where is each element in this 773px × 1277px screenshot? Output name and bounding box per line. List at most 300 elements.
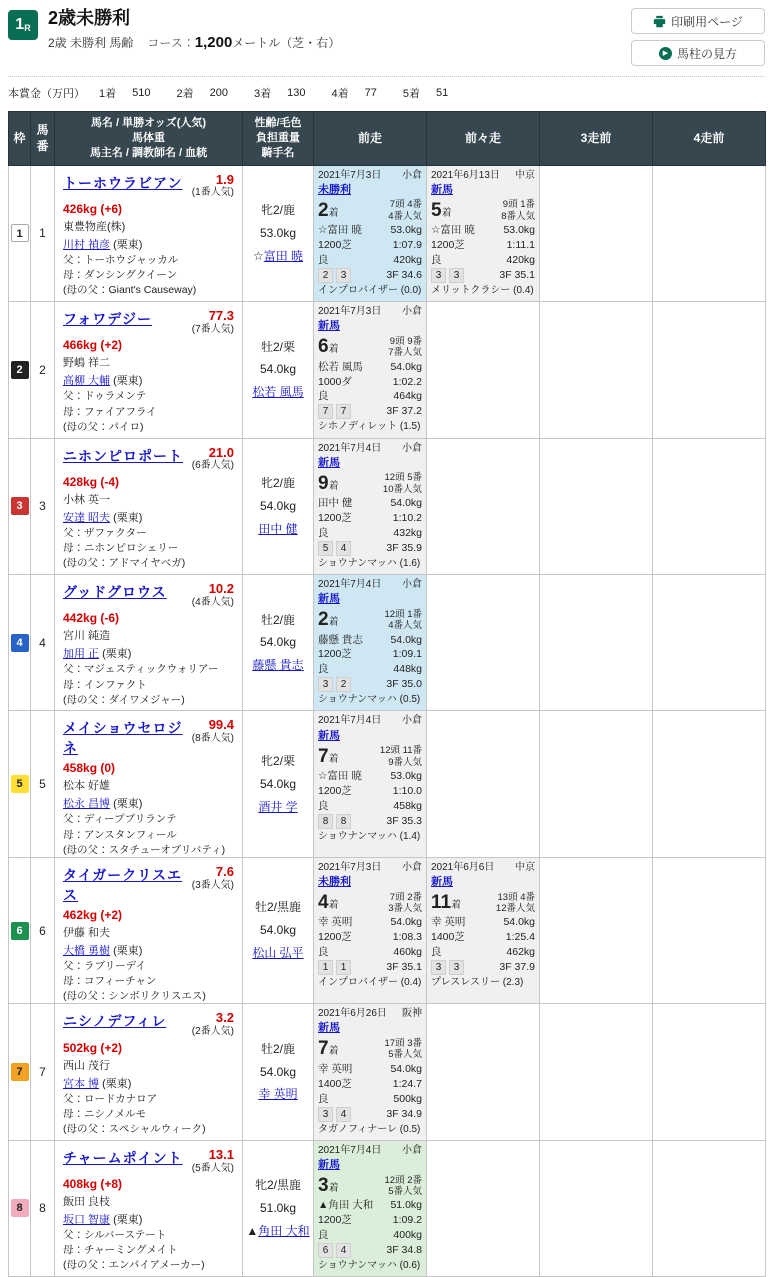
prize-money-row: [8, 77, 765, 111]
frame-cell: [9, 711, 31, 857]
finish-unit: 着: [328, 899, 339, 911]
race-class-link[interactable]: 新馬: [318, 729, 340, 742]
race-venue: 中京: [515, 169, 535, 181]
trainer-link[interactable]: 松永 昌博: [63, 798, 111, 811]
race-jockey: ☆富田 暁: [318, 224, 362, 237]
corner-position-2: 4: [336, 1243, 351, 1258]
race-venue: 阪神: [402, 1008, 422, 1020]
corner-position-1: 8: [318, 814, 333, 829]
race-cell-4ago: [653, 857, 766, 1003]
race-time: 1:09.2: [392, 1214, 422, 1227]
finish-position: 2: [318, 199, 329, 221]
race-date: 2021年6月6日: [431, 861, 495, 873]
race-jockey: 藤懸 貴志: [318, 633, 363, 646]
race-class-link[interactable]: 新馬: [318, 1022, 340, 1035]
race-carried-weight: 54.0kg: [390, 633, 422, 646]
carried-weight: 51.0kg: [259, 1201, 297, 1216]
finish-position: 11: [431, 891, 452, 913]
carried-weight: 54.0kg: [259, 362, 297, 377]
win-odds: 1.9: [215, 171, 234, 187]
prize-place: 5着: [402, 88, 420, 100]
body-weight: 408kg (+8): [63, 1177, 123, 1192]
jockey-link[interactable]: 松山 弘平: [252, 945, 304, 960]
prize-amount: 77: [364, 87, 377, 99]
jockey-mark: ▲: [246, 1223, 259, 1238]
arrow-circle-icon: ▶: [659, 47, 672, 60]
dam-name: 母：ダンシングクイーン: [63, 269, 178, 282]
profile-cell: [243, 1140, 314, 1276]
win-odds: 10.2: [208, 580, 234, 596]
sire-name: 父：マジェスティックウォリアー: [63, 663, 219, 676]
last-3f-time: 3F 35.1: [499, 268, 535, 281]
horse-info-cell: [55, 857, 243, 1003]
frame-cell: [9, 302, 31, 438]
race-date: 2021年7月4日: [318, 442, 382, 454]
jockey-link[interactable]: 松若 風馬: [252, 385, 304, 400]
column-header-number: 馬番: [31, 112, 55, 166]
body-weight: 428kg (-4): [63, 474, 120, 489]
race-date: 2021年7月4日: [318, 1144, 382, 1156]
trainer-area: (栗東): [113, 375, 143, 388]
race-date: 2021年7月4日: [318, 578, 382, 590]
course-unit: メートル（芝・右）: [232, 35, 341, 50]
profile-cell: [243, 1004, 314, 1140]
win-odds: 77.3: [208, 308, 234, 324]
field-size-draw: 12頭 2番: [384, 1174, 422, 1186]
corner-position-2: 4: [336, 1107, 351, 1122]
horse-name-link[interactable]: フォワデジー: [63, 311, 153, 328]
course-distance: 1,200: [194, 33, 233, 51]
race-carried-weight: 54.0kg: [390, 497, 422, 510]
last-3f-time: 3F 37.9: [499, 961, 535, 974]
race-popularity: 8番人気: [501, 210, 535, 222]
body-weight: 502kg (+2): [63, 1040, 123, 1055]
race-popularity: 5番人気: [388, 1049, 422, 1061]
race-cell-last: [314, 574, 427, 710]
profile-cell: [243, 438, 314, 574]
race-carried-weight: 54.0kg: [390, 916, 422, 929]
finish-unit: 着: [328, 1182, 339, 1194]
sire-name: 父：ロードカナロア: [63, 1092, 158, 1105]
carried-weight: 54.0kg: [259, 498, 297, 513]
race-horse-weight: 464kg: [393, 390, 422, 403]
race-jockey: 松若 風馬: [318, 360, 363, 373]
trainer-link[interactable]: 安達 昭夫: [63, 511, 111, 524]
race-popularity: 12番人気: [495, 903, 535, 915]
frame-number-badge: 2: [11, 361, 29, 379]
column-header-profile: 性齢/毛色 負担重量 騎手名: [243, 112, 314, 166]
table-row: [9, 574, 766, 710]
jockey-link[interactable]: 酒井 学: [258, 799, 298, 814]
frame-number-badge: 5: [11, 775, 29, 793]
carried-weight: 53.0kg: [259, 225, 297, 240]
horse-number: 4: [31, 574, 55, 710]
field-size-draw: 12頭 1番: [384, 608, 422, 620]
race-cell-2ago: [427, 1004, 540, 1140]
owner-name: 東豊物産(株): [63, 220, 126, 233]
carried-weight: 54.0kg: [259, 1064, 297, 1079]
sex-age-coat: 牡2/栗: [260, 339, 295, 354]
horse-name-link[interactable]: トーホウラビアン: [63, 174, 183, 191]
column-header-horse: 馬名 / 単勝オッズ(人気) 馬体重 馬主名 / 調教師名 / 血統: [55, 112, 243, 166]
jockey-link[interactable]: 幸 英明: [258, 1087, 298, 1102]
race-distance-surface: 1200芝: [318, 931, 352, 944]
trainer-area: (栗東): [113, 798, 143, 811]
race-class-link[interactable]: 新馬: [318, 320, 340, 333]
race-venue: 小倉: [402, 578, 422, 590]
race-venue: 小倉: [402, 169, 422, 181]
sex-age-coat: 牝2/黒鹿: [254, 1178, 301, 1193]
dam-name: 母：ニホンピロシェリー: [63, 542, 179, 555]
finish-unit: 着: [328, 753, 339, 765]
race-class-link[interactable]: 新馬: [318, 456, 340, 469]
body-weight: 458kg (0): [63, 761, 116, 776]
corner-position-2: 8: [336, 814, 351, 829]
race-date: 2021年7月3日: [318, 306, 382, 318]
race-class-link[interactable]: 新馬: [318, 1158, 340, 1171]
frame-number-badge: 4: [11, 634, 29, 652]
race-date: 2021年7月3日: [318, 169, 382, 181]
race-jockey: ▲角田 大和: [318, 1199, 374, 1212]
jockey-link[interactable]: 富田 暁: [263, 248, 304, 263]
field-size-draw: 17頭 3番: [384, 1038, 422, 1050]
track-condition: 良: [318, 799, 329, 812]
corner-position-1: 3: [318, 677, 333, 692]
frame-number-badge: 6: [11, 922, 29, 940]
race-distance-surface: 1400芝: [318, 1077, 352, 1090]
winner-and-margin: ショウナンマッハ (1.4): [318, 830, 421, 842]
sire-name: 父：ラブリーデイ: [63, 959, 146, 972]
last-3f-time: 3F 34.6: [386, 268, 422, 281]
race-horse-weight: 460kg: [393, 946, 422, 959]
sex-age-coat: 牝2/鹿: [260, 476, 295, 491]
dam-name: 母：アンスタンフィール: [63, 828, 177, 841]
race-venue: 中京: [515, 861, 535, 873]
damsire-name: (母の父：ダイワメジャー): [63, 693, 185, 706]
dam-name: 母：チャーミングメイト: [63, 1244, 178, 1257]
track-condition: 良: [318, 946, 329, 959]
finish-position: 3: [318, 1174, 329, 1196]
sex-age-coat: 牡2/鹿: [260, 1041, 295, 1056]
corner-position-1: 5: [318, 541, 333, 556]
owner-name: 野嶋 祥二: [63, 357, 111, 370]
trainer-link[interactable]: 大橋 勇樹: [63, 944, 111, 957]
race-popularity: 4番人気: [388, 210, 422, 222]
table-header-row: [9, 112, 766, 166]
track-condition: 良: [318, 1229, 329, 1242]
column-header-4-races-ago: 4走前: [653, 112, 766, 166]
frame-cell: [9, 1004, 31, 1140]
frame-number-badge: 1: [11, 224, 29, 242]
owner-name: 松本 好雄: [63, 780, 111, 793]
race-class-link[interactable]: 新馬: [318, 593, 340, 606]
last-3f-time: 3F 34.9: [386, 1107, 422, 1120]
dam-name: 母：コフィーチャン: [63, 974, 157, 987]
horse-name-link[interactable]: タイガークリスエス: [63, 866, 183, 903]
horse-info-cell: [55, 438, 243, 574]
frame-cell: [9, 1140, 31, 1276]
winner-and-margin: ショウナンマッハ (1.6): [318, 557, 421, 569]
race-time: 1:07.9: [392, 239, 422, 252]
corner-position-2: 3: [449, 268, 464, 283]
win-odds: 3.2: [215, 1010, 234, 1026]
race-venue: 小倉: [402, 442, 422, 454]
frame-cell: [9, 574, 31, 710]
print-button-label: 印刷用ページ: [671, 14, 743, 29]
race-number: 1: [15, 16, 25, 33]
horse-number: 6: [31, 857, 55, 1003]
jockey-link[interactable]: 角田 大和: [258, 1223, 310, 1238]
race-conditions-text: 2歳 未勝利 馬齢: [48, 35, 134, 50]
frame-number-badge: 8: [11, 1199, 29, 1217]
profile-cell: [243, 574, 314, 710]
guide-button[interactable]: [631, 40, 765, 66]
corner-position-1: 3: [431, 960, 446, 975]
race-horse-weight: 400kg: [393, 1229, 422, 1242]
race-date: 2021年6月13日: [431, 169, 500, 181]
race-time: 1:09.1: [392, 648, 422, 661]
race-carried-weight: 54.0kg: [503, 916, 535, 929]
race-carried-weight: 53.0kg: [503, 224, 535, 237]
trainer-link[interactable]: 高柳 大輔: [63, 375, 111, 388]
race-jockey: ☆富田 暁: [431, 224, 475, 237]
jockey-link[interactable]: 田中 健: [258, 521, 298, 536]
damsire-name: (母の父：スタチューオブリバティ): [63, 843, 226, 856]
trainer-area: (栗東): [102, 648, 132, 661]
race-date: 2021年7月4日: [318, 715, 382, 727]
race-distance-surface: 1200芝: [318, 1214, 352, 1227]
race-cell-4ago: [653, 438, 766, 574]
finish-unit: 着: [441, 207, 452, 219]
race-distance-surface: 1000ダ: [318, 375, 352, 388]
race-jockey: ☆富田 暁: [318, 770, 362, 783]
prize-amount: 510: [132, 87, 151, 99]
horse-number: 2: [31, 302, 55, 438]
race-carried-weight: 54.0kg: [390, 360, 422, 373]
race-cell-last: [314, 857, 427, 1003]
race-cell-2ago: [427, 857, 540, 1003]
race-cell-3ago: [540, 1004, 653, 1140]
trainer-area: (栗東): [102, 1077, 132, 1090]
winner-and-margin: メリットクラシー (0.4): [431, 284, 534, 296]
corner-position-1: 3: [318, 1107, 333, 1122]
win-odds: 7.6: [215, 863, 234, 879]
print-page-button[interactable]: [631, 8, 765, 34]
race-cell-4ago: [653, 574, 766, 710]
track-condition: 良: [318, 526, 329, 539]
corner-position-2: 3: [449, 960, 464, 975]
last-3f-time: 3F 35.3: [386, 814, 422, 827]
race-cell-4ago: [653, 711, 766, 857]
corner-position-2: 1: [336, 960, 351, 975]
race-time: 1:11.1: [506, 239, 535, 252]
field-size-draw: 9頭 9番: [389, 335, 422, 347]
corner-position-1: 2: [318, 268, 333, 283]
race-distance-surface: 1200芝: [318, 239, 352, 252]
race-carried-weight: 53.0kg: [390, 770, 422, 783]
owner-name: 西山 茂行: [63, 1059, 111, 1072]
race-cell-3ago: [540, 574, 653, 710]
profile-cell: [243, 711, 314, 857]
prize-place: 1着: [99, 88, 117, 100]
table-row: [9, 711, 766, 857]
table-row: [9, 438, 766, 574]
race-distance-surface: 1200芝: [431, 239, 465, 252]
horse-name-link[interactable]: メイショウセロジネ: [63, 720, 183, 757]
horse-number: 8: [31, 1140, 55, 1276]
finish-position: 6: [318, 336, 329, 358]
trainer-link[interactable]: 川村 禎彦: [63, 238, 111, 251]
field-size-draw: 12頭 11番: [379, 745, 422, 757]
finish-position: 4: [318, 891, 329, 913]
winner-and-margin: インプロバイザー (0.0): [318, 284, 422, 296]
race-jockey: 幸 英明: [318, 916, 353, 929]
race-class-link[interactable]: 新馬: [431, 183, 453, 196]
race-cell-3ago: [540, 1140, 653, 1276]
race-cell-2ago: [427, 574, 540, 710]
race-cell-2ago: [427, 165, 540, 301]
race-horse-weight: 458kg: [393, 799, 422, 812]
profile-cell: [243, 857, 314, 1003]
win-odds: 99.4: [208, 717, 234, 733]
race-venue: 小倉: [402, 861, 422, 873]
table-row: [9, 1004, 766, 1140]
last-3f-time: 3F 35.0: [386, 678, 422, 691]
column-header-last-race: 前走: [314, 112, 427, 166]
trainer-link[interactable]: 坂口 智康: [63, 1214, 111, 1227]
course-label: コース：: [147, 35, 195, 50]
race-popularity: 3番人気: [388, 903, 422, 915]
carried-weight: 54.0kg: [259, 635, 297, 650]
race-cell-last: [314, 438, 427, 574]
owner-name: 小林 英一: [63, 493, 111, 506]
race-jockey: 田中 健: [318, 497, 353, 510]
race-class-link[interactable]: 新馬: [431, 876, 453, 889]
popularity-rank: (8番人気): [191, 733, 234, 745]
race-class-link[interactable]: 未勝利: [318, 876, 351, 889]
sex-age-coat: 牡2/黒鹿: [254, 900, 301, 915]
race-time: 1:02.2: [392, 375, 422, 388]
race-date: 2021年6月26日: [318, 1008, 387, 1020]
race-distance-surface: 1400芝: [431, 931, 465, 944]
trainer-link[interactable]: 宮本 博: [63, 1077, 100, 1090]
horse-name-link[interactable]: ニホンピロポート: [63, 447, 183, 464]
popularity-rank: (3番人気): [191, 879, 234, 891]
field-size-draw: 12頭 5番: [384, 472, 422, 484]
race-venue: 小倉: [402, 306, 422, 318]
race-cell-4ago: [653, 165, 766, 301]
horse-name-link[interactable]: グッドグロウス: [63, 583, 167, 600]
column-header-2-races-ago: 前々走: [427, 112, 540, 166]
race-cell-3ago: [540, 438, 653, 574]
race-carried-weight: 54.0kg: [390, 1062, 422, 1075]
prize-amount: 130: [287, 87, 306, 99]
race-carried-weight: 53.0kg: [390, 224, 422, 237]
sire-name: 父：トーホウジャッカル: [63, 253, 179, 266]
damsire-name: (母の父：スペシャルウィーク): [63, 1122, 206, 1135]
finish-unit: 着: [451, 899, 462, 911]
race-horse-weight: 420kg: [506, 253, 535, 266]
horse-number: 3: [31, 438, 55, 574]
race-date: 2021年7月3日: [318, 861, 382, 873]
popularity-rank: (1番人気): [191, 187, 234, 199]
race-cell-last: [314, 165, 427, 301]
prize-place: 4着: [331, 88, 349, 100]
dam-name: 母：インファクト: [63, 678, 147, 691]
race-number-suffix: R: [24, 22, 31, 33]
column-header-frame: 枠: [9, 112, 31, 166]
race-cell-2ago: [427, 1140, 540, 1276]
race-popularity: 5番人気: [388, 1185, 422, 1197]
race-horse-weight: 420kg: [393, 253, 422, 266]
race-horse-weight: 448kg: [393, 663, 422, 676]
prize-place: 2着: [176, 88, 194, 100]
race-cell-last: [314, 302, 427, 438]
finish-unit: 着: [328, 344, 339, 356]
sex-age-coat: 牝2/鹿: [260, 203, 295, 218]
frame-number-badge: 7: [11, 1063, 29, 1081]
sire-name: 父：ディープブリランテ: [63, 813, 177, 826]
horse-info-cell: [55, 165, 243, 301]
race-conditions: [48, 34, 340, 51]
damsire-name: (母の父：Giant's Causeway): [63, 284, 197, 297]
damsire-name: (母の父：シンボリクリスエス): [63, 990, 206, 1003]
winner-and-margin: タガノフィナーレ (0.5): [318, 1123, 421, 1135]
horse-name-link[interactable]: チャームポイント: [63, 1149, 183, 1166]
frame-cell: [9, 438, 31, 574]
finish-position: 9: [318, 472, 329, 494]
race-cell-3ago: [540, 165, 653, 301]
prize-place: 3着: [253, 88, 272, 100]
race-cell-3ago: [540, 711, 653, 857]
body-weight: 426kg (+6): [63, 201, 123, 216]
horse-info-cell: [55, 1004, 243, 1140]
popularity-rank: (6番人気): [191, 460, 234, 472]
race-cell-2ago: [427, 438, 540, 574]
race-horse-weight: 462kg: [506, 946, 535, 959]
jockey-mark: ☆: [252, 248, 264, 263]
dam-name: 母：ファイアフライ: [63, 405, 157, 418]
dam-name: 母：ニシノメルモ: [63, 1107, 147, 1120]
table-row: [9, 857, 766, 1003]
race-cell-4ago: [653, 1140, 766, 1276]
corner-position-2: 3: [336, 268, 351, 283]
prize-amount: 200: [209, 87, 228, 99]
track-condition: 良: [431, 253, 442, 266]
sex-age-coat: 牝2/栗: [260, 753, 295, 768]
trainer-area: (栗東): [113, 1214, 143, 1227]
horse-info-cell: [55, 302, 243, 438]
race-cell-4ago: [653, 1004, 766, 1140]
jockey-link[interactable]: 藤懸 貴志: [252, 658, 304, 673]
race-class-link[interactable]: 未勝利: [318, 183, 351, 196]
profile-cell: [243, 302, 314, 438]
horse-name-link[interactable]: ニシノデフィレ: [63, 1013, 167, 1030]
race-horse-weight: 432kg: [393, 526, 422, 539]
track-condition: 良: [318, 253, 329, 266]
owner-name: 伊藤 和夫: [63, 926, 111, 939]
race-distance-surface: 1200芝: [318, 511, 352, 524]
race-horse-weight: 500kg: [393, 1092, 422, 1105]
profile-cell: [243, 165, 314, 301]
damsire-name: (母の父：エンパイアメーカー): [63, 1259, 205, 1272]
table-row: [9, 165, 766, 301]
race-distance-surface: 1200芝: [318, 648, 352, 661]
prize-amount: 51: [435, 87, 449, 99]
win-odds: 13.1: [208, 1146, 234, 1162]
trainer-link[interactable]: 加用 正: [63, 648, 100, 661]
race-cell-4ago: [653, 302, 766, 438]
